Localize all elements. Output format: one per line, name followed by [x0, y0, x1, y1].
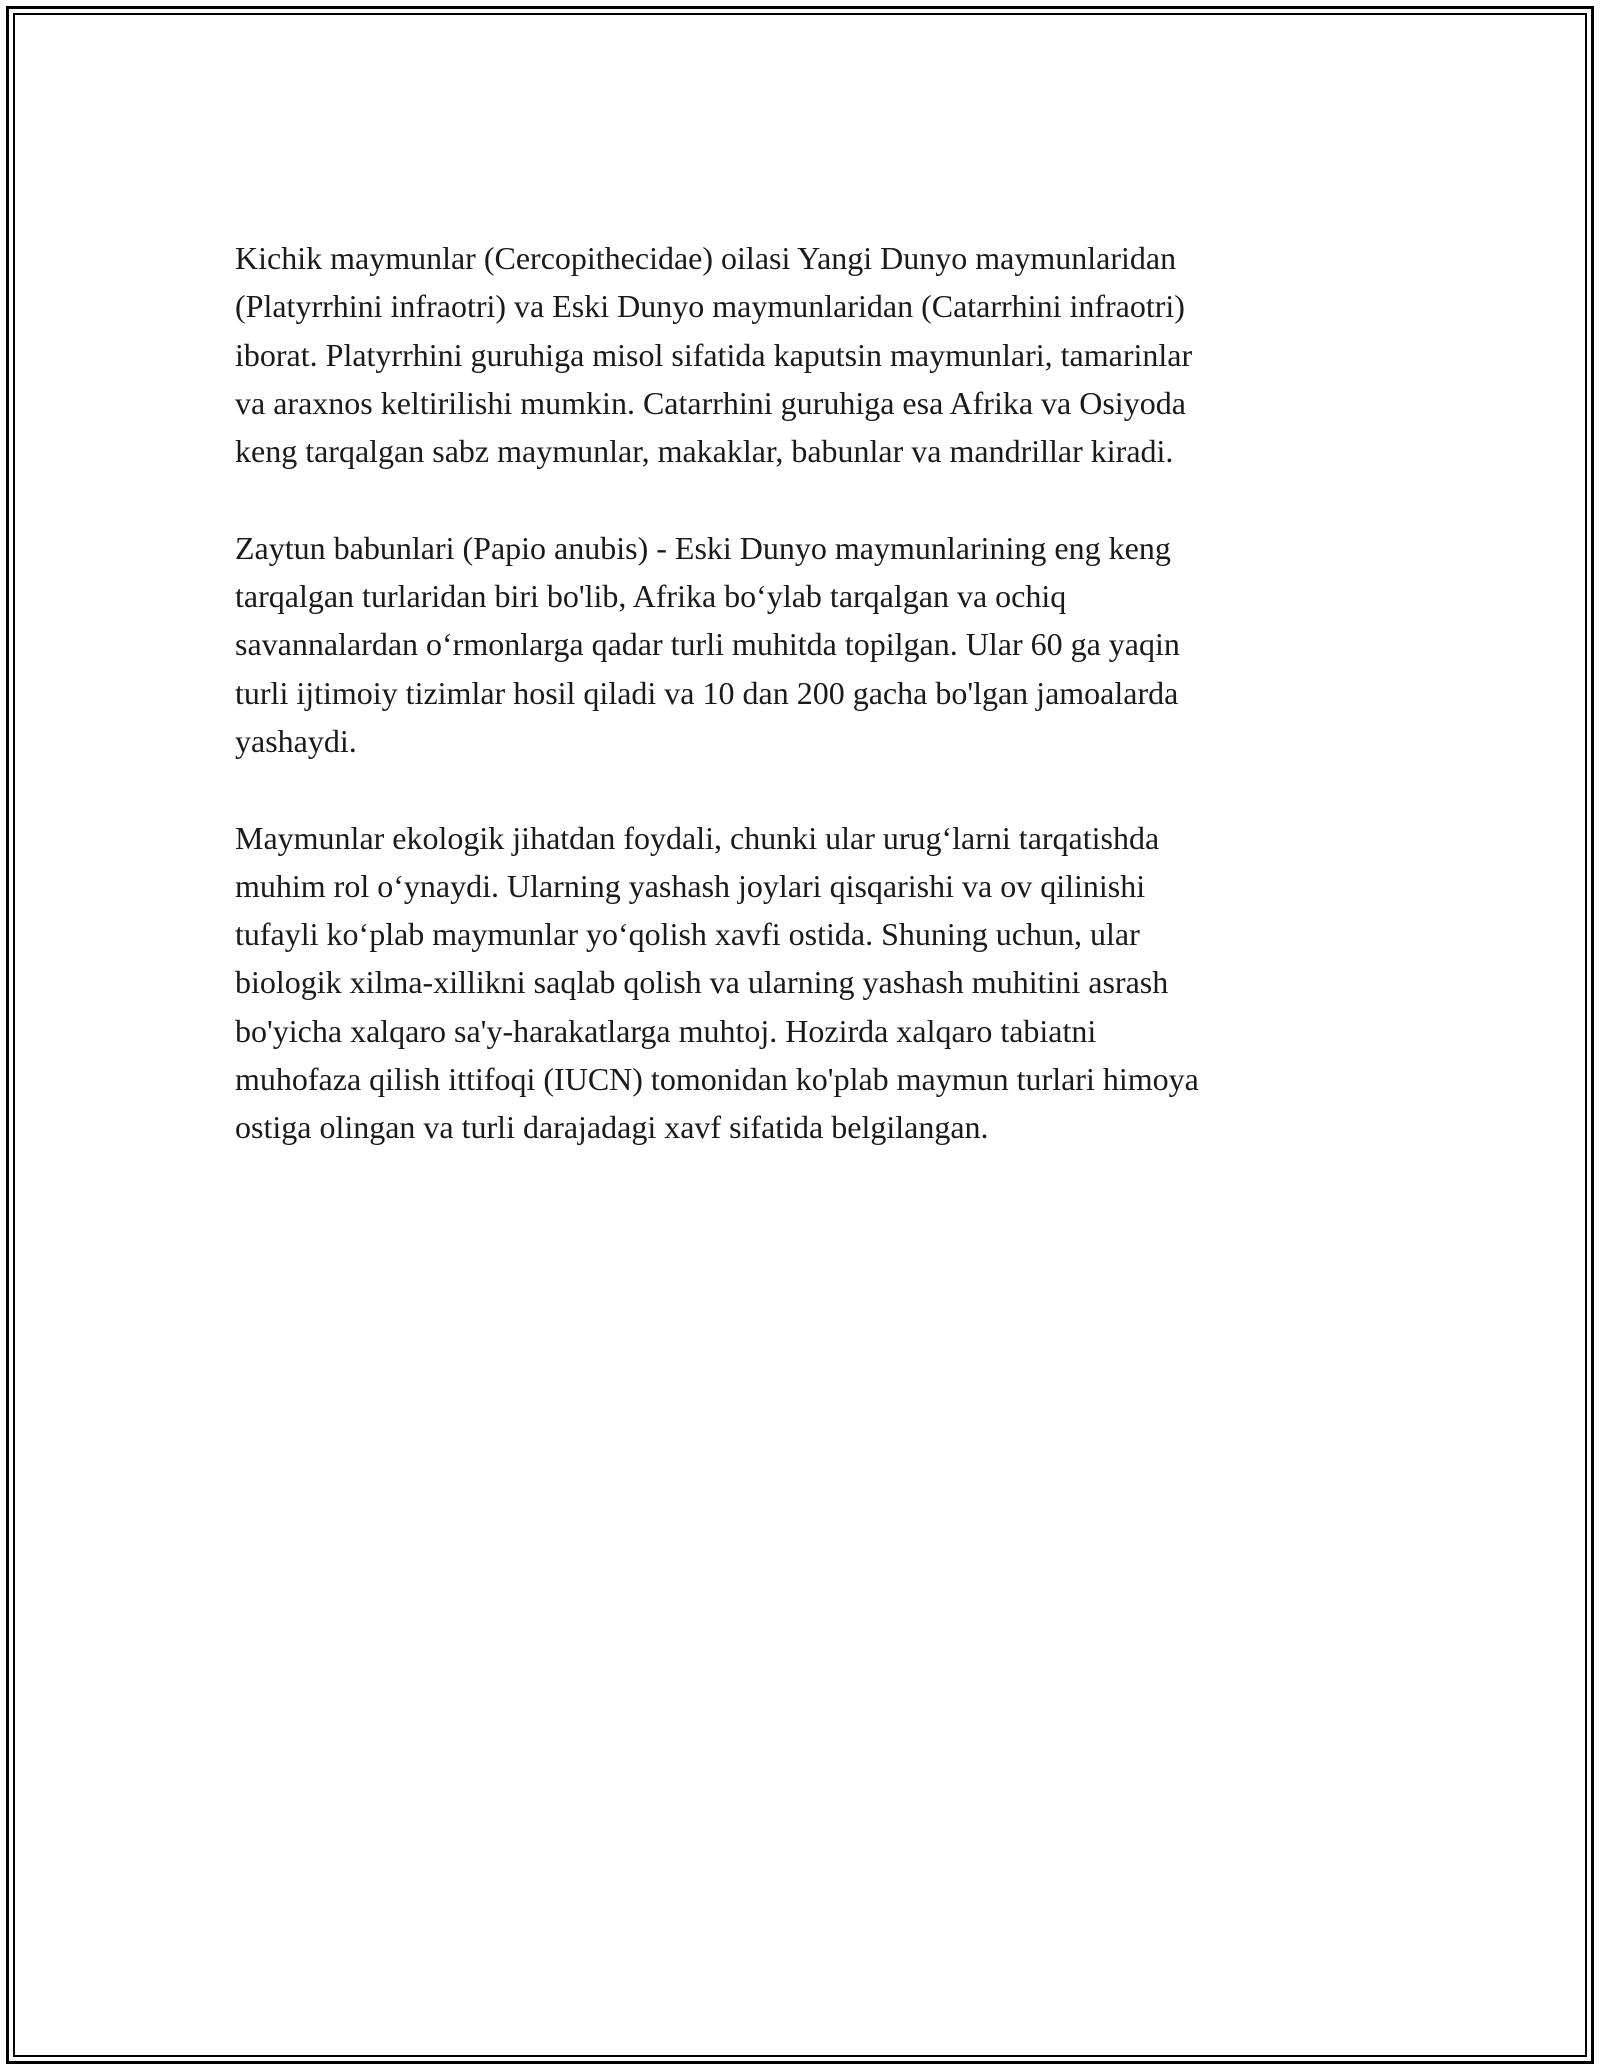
paragraph-3: Maymunlar ekologik jihatdan foydali, chunki ular urug‘larni tarqatishda muhim rol o‘ynaydi. Ularning yashash joylari qisqarishi va ov qilinishi tufayli ko‘plab maymunlar yo‘qolish xavfi ostida. Shuning uchun, ular biologik xilma-xillikni saqlab qolish va ularning yashash muhitini asrash bo'yicha xalqaro sa'y-harakatlarga muhtoj. Hozirda xalqaro tabiatni muhofaza qilish ittifoqi (IUCN) tomonidan ko'plab maymun turlari himoya ostiga olingan va turli darajadagi xavf sifatida belgilangan.: [235, 819, 1199, 1146]
document-body: [235, 234, 1365, 1200]
paragraph-1: Kichik maymunlar (Cercopithecidae) oilasi Yangi Dunyo maymunlaridan (Platyrrhini infraotri) va Eski Dunyo maymunlaridan (Catarrhini infraotri) iborat. Platyrrhini guruhiga misol sifatida kaputsin maymunlari, tamarinlar va araxnos keltirilishi mumkin. Catarrhini guruhiga esa Afrika va Osiyoda keng tarqalgan sabz maymunlar, makaklar, babunlar va mandrillar kiradi.: [235, 240, 1193, 470]
paragraph-2: Zaytun babunlari (Papio anubis) - Eski Dunyo maymunlarining eng keng tarqalgan turlaridan biri bo'lib, Afrika bo‘ylab tarqalgan va ochiq savannalardan o‘rmonlarga qadar turli muhitda topilgan. Ular 60 ga yaqin turli ijtimoiy tizimlar hosil qiladi va 10 dan 200 gacha bo'lgan jamoalarda yashaydi.: [235, 529, 1180, 759]
